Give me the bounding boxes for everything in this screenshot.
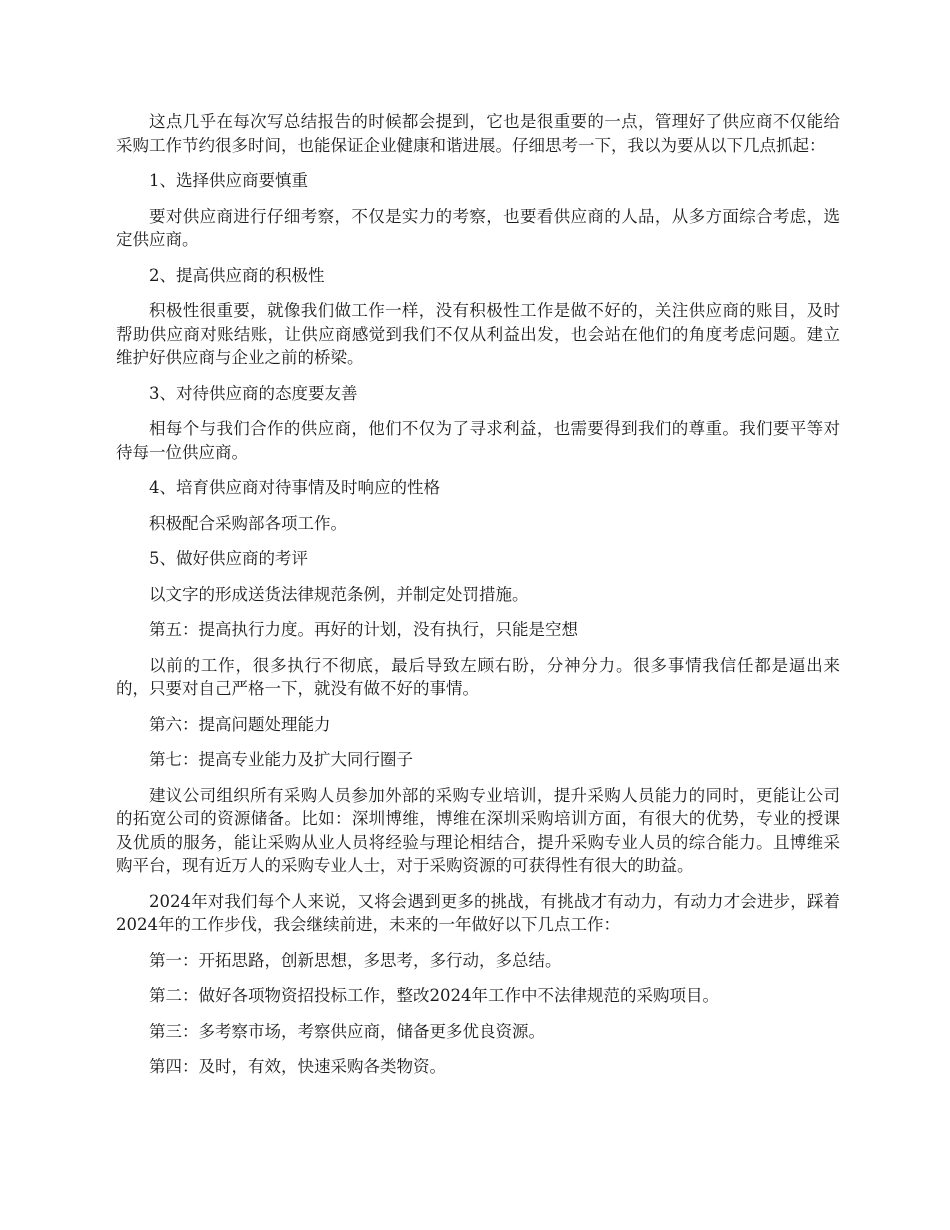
heading-item-3: 3、对待供应商的态度要友善 (149, 383, 358, 403)
heading-section-7: 第七：提高专业能力及扩大同行圈子 (149, 750, 413, 769)
plan-item-4: 第四：及时，有效，快速采购各类物资。 (149, 1057, 446, 1076)
plan-item-1: 第一：开拓思路，创新思想，多思考，多行动，多总结。 (149, 950, 562, 970)
plan-item-2: 第二：做好各项物资招投标工作，整改2024年工作中不法律规范的采购项目。 (149, 986, 719, 1005)
paragraph-item-2: 积极性很重要，就像我们做工作一样，没有积极性工作是做不好的，关注供应商的账目，及时帮助供应商对账结账，让供应商感觉到我们不仅从利益出发，也会站在他们的角度考虑问题。建立维护好供应商与企业之前的桥梁。 (116, 301, 840, 367)
document-body (116, 110, 840, 1091)
plan-item-3: 第三：多考察市场，考察供应商，储备更多优良资源。 (149, 1021, 545, 1041)
heading-section-6: 第六：提高问题处理能力 (149, 714, 331, 734)
paragraph-item-3: 相每个与我们合作的供应商，他们不仅为了寻求利益，也需要得到我们的尊重。我们要平等对待每一位供应商。 (116, 419, 840, 462)
heading-item-5: 5、做好供应商的考评 (149, 549, 308, 568)
paragraph-section-7: 建议公司组织所有采购人员参加外部的采购专业培训，提升采购人员能力的同时，更能让公司的拓宽公司的资源储备。比如：深圳博维，博维在深圳采购培训方面，有很大的优势，专业的授课及优质的服务，能让采购从业人员将经验与理论相结合，提升采购专业人员的综合能力。且博维采购平台，现有近万人的采购专业人士，对于采购资源的可获得性有很大的助益。 (116, 785, 840, 875)
paragraph-item-1: 要对供应商进行仔细考察，不仅是实力的考察，也要看供应商的人品，从多方面综合考虑，选定供应商。 (116, 206, 840, 249)
paragraph-item-5: 以文字的形成送货法律规范条例，并制定处罚措施。 (149, 584, 529, 604)
heading-item-4: 4、培育供应商对待事情及时响应的性格 (149, 478, 440, 497)
heading-section-5: 第五：提高执行力度。再好的计划，没有执行，只能是空想 (149, 620, 578, 639)
heading-item-1: 1、选择供应商要慎重 (149, 171, 308, 190)
paragraph-section-5: 以前的工作，很多执行不彻底，最后导致左顾右盼，分神分力。很多事情我信任都是逼出来的，只要对自己严格一下，就没有做不好的事情。 (116, 655, 840, 698)
heading-item-2: 2、提高供应商的积极性 (149, 265, 325, 285)
paragraph-intro: 这点几乎在每次写总结报告的时候都会提到，它也是很重要的一点，管理好了供应商不仅能给采购工作节约很多时间，也能保证企业健康和谐进展。仔细思考一下，我以为要从以下几点抓起： (116, 112, 840, 155)
paragraph-item-4: 积极配合采购部各项工作。 (149, 513, 347, 533)
paragraph-outlook: 2024年对我们每个人来说，又将会遇到更多的挑战，有挑战才有动力，有动力才会进步，踩着2024年的工作步伐，我会继续前进，未来的一年做好以下几点工作： (116, 891, 840, 934)
